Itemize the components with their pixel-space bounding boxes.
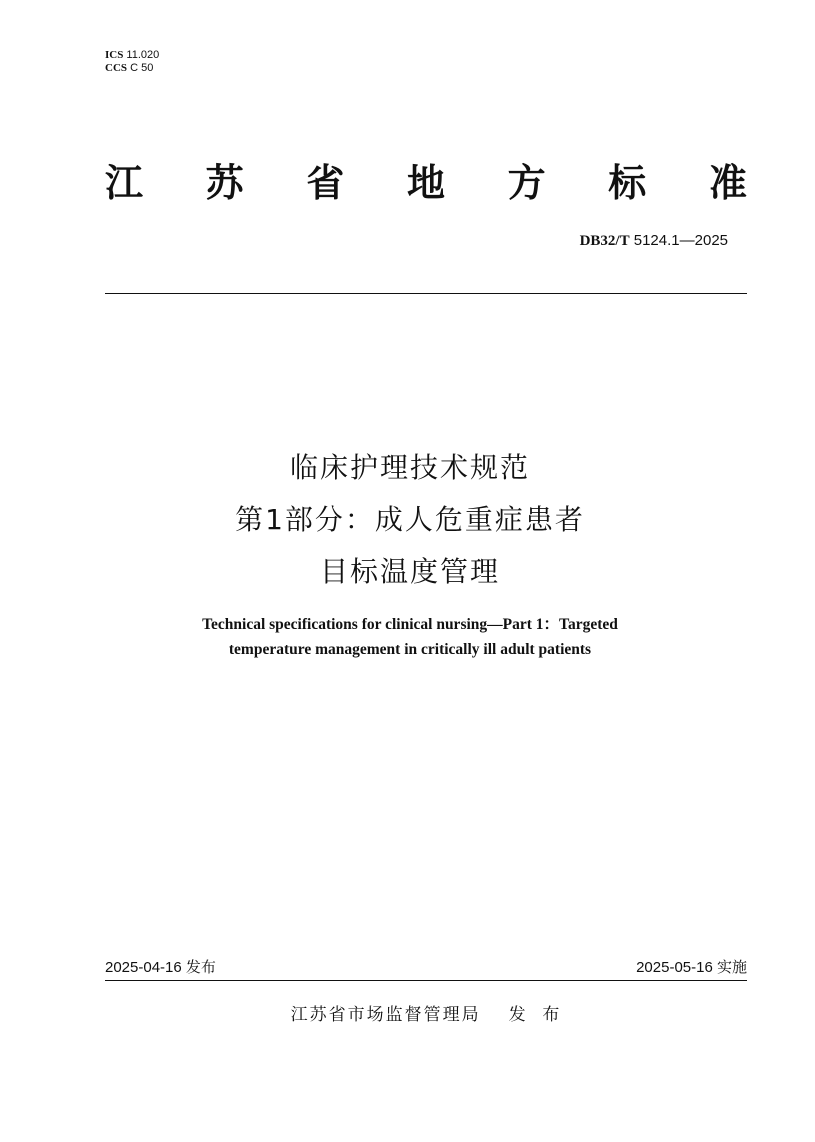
ccs-code [105,62,159,75]
issue-date [105,956,216,977]
issuer-action: 发 布 [508,1005,562,1025]
title-char: 标 [608,161,647,205]
chinese-title-line: 临床护理技术规范 [289,451,530,484]
english-title-line: temperature management in critically ill adult patients [228,641,592,658]
ics-label: ICS [105,49,124,61]
title-char: 苏 [205,161,244,205]
footer-divider [105,980,747,981]
standard-number [580,232,728,250]
english-title-line: Technical specifications for clinical nursing—Part 1：Targeted [202,616,618,633]
chinese-title-line: 第1部分：成人危重症患者 [235,503,585,536]
chinese-title [105,442,715,598]
issuing-authority [105,1000,747,1025]
title-char: 地 [406,161,445,205]
implementation-date [636,956,747,977]
ics-value: 11.020 [126,49,160,61]
title-char: 方 [507,161,546,205]
chinese-title-line: 目标温度管理 [319,555,500,588]
title-char: 准 [708,161,747,205]
english-title [105,612,715,662]
title-char: 江 [105,161,144,205]
issue-date-label: 发布 [185,959,216,976]
implementation-date-value: 2025-05-16 [636,959,713,976]
standard-type-title [105,160,747,206]
title-char: 省 [306,161,345,205]
issue-date-value: 2025-04-16 [105,959,182,976]
ics-code [105,49,159,62]
ccs-label: CCS [105,62,128,74]
standard-number-value: 5124.1—2025 [633,232,728,249]
issuer-name: 江苏省市场监督管理局 [290,1005,481,1025]
classification-codes [105,49,159,75]
standard-number-prefix: DB32/T [579,233,630,249]
header-divider [105,293,747,294]
ccs-value: C 50 [130,62,154,74]
implementation-date-label: 实施 [716,959,747,976]
